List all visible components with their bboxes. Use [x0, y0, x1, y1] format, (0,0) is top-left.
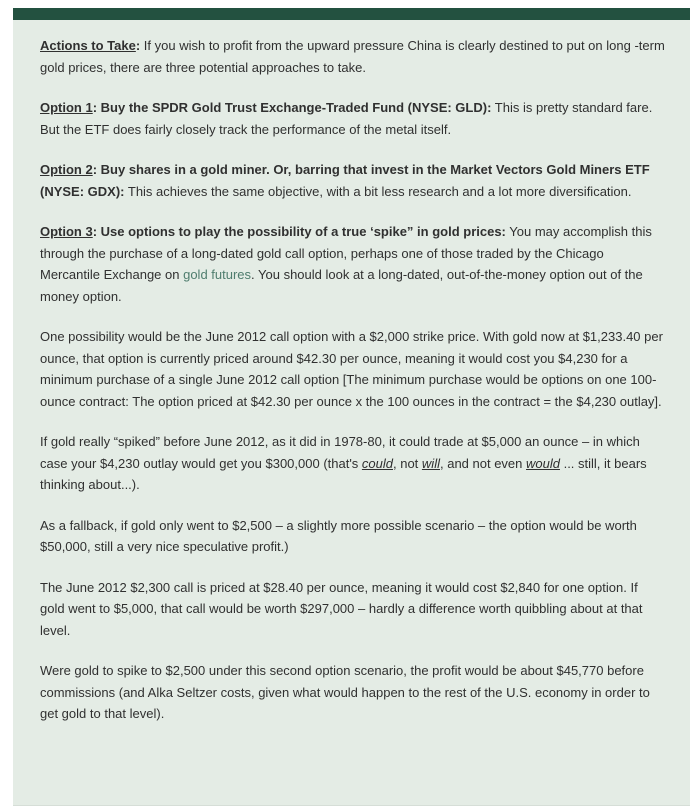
body-text: If you wish to profit from the upward pressure China is clearly destined to put on long -term gold prices, there are three potential approaches to take. — [40, 38, 665, 75]
option-2-bold-text: : Buy shares in a gold miner. Or, barring that invest in the Market Vectors Gold Miners ETF (NYSE: GDX): — [40, 162, 650, 199]
paragraph-second-option-profit — [40, 660, 665, 725]
body-text: The June 2012 $2,300 call is priced at $28.40 per ounce, meaning it would cost $2,840 for one option. If gold went to $5,000, that call would be worth $297,000 – hardly a difference worth quibbling about at that level. — [40, 579, 643, 638]
paragraph-june-2012-2300-call — [40, 577, 665, 642]
paragraph-spike-scenario — [40, 431, 665, 496]
option-3-heading: Option 3 — [40, 224, 93, 239]
paragraph-actions-to-take — [40, 35, 665, 78]
body-text: If gold really “spiked” before June 2012, as it did in 1978-80, it could trade at $5,000 an ounce – in which case your $4,230 outlay would get you $300,000 (that's — [40, 434, 640, 471]
paragraph-june-2012-2000-call — [40, 326, 665, 412]
body-text: , not — [393, 455, 422, 471]
body-text: As a fallback, if gold only went to $2,500 – a slightly more possible scenario – the option would be worth $50,000, still a very nice speculative profit.) — [40, 517, 637, 554]
paragraph-option-2 — [40, 159, 665, 202]
paragraph-option-1 — [40, 97, 665, 140]
heading-colon: : — [135, 38, 144, 53]
option-2-heading: Option 2 — [40, 162, 93, 177]
body-text: This achieves the same objective, with a bit less research and a lot more diversification. — [124, 183, 632, 199]
option-1-heading: Option 1 — [40, 100, 93, 115]
article-panel — [13, 8, 690, 806]
paragraph-option-3 — [40, 221, 665, 307]
body-text: . You should look at a long-dated, out-of-the-money option out of the money option. — [40, 267, 643, 304]
body-text: Were gold to spike to $2,500 under this second option scenario, the profit would be about $45,770 before commissions (and Alka Seltzer costs, given what would happen to the rest of the U.S. economy in order to get gold to that level). — [40, 663, 650, 721]
body-text: One possibility would be the June 2012 call option with a $2,000 strike price. With gold now at $1,233.40 per ounce, that option is currently priced around $42.30 per ounce, meaning it would cost you $4,230 for a minimum purchase of a single June 2012 call option [The minimum purchase would be options on one 100-ounce contract: The option priced at $42.30 per ounce x the 100 ounces in the contract = the $4,230 outlay]. — [40, 329, 663, 409]
top-divider-bar — [13, 8, 690, 20]
paragraph-fallback-scenario — [40, 515, 665, 558]
option-3-bold-text: : Use options to play the possibility of a true ‘spike” in gold prices: — [92, 224, 506, 239]
body-text: ... still, it bears thinking about...). — [40, 455, 647, 492]
emphasis-could: could — [361, 455, 393, 471]
option-1-bold-text: : Buy the SPDR Gold Trust Exchange-Traded Fund (NYSE: GLD): — [92, 100, 492, 115]
actions-to-take-heading: Actions to Take — [40, 38, 136, 53]
body-text: , and not even — [439, 455, 526, 471]
emphasis-would: would — [526, 455, 560, 471]
body-text: This is pretty standard fare. But the ETF does fairly closely track the performance of the metal itself. — [40, 100, 653, 137]
article-body — [13, 20, 690, 806]
body-text: You may accomplish this through the purchase of a long-dated gold call option, perhaps one of those traded by the Chicago Mercantile Exchange on — [40, 224, 652, 282]
gold-futures-link[interactable]: gold futures — [183, 267, 252, 282]
emphasis-will: will — [421, 455, 440, 471]
